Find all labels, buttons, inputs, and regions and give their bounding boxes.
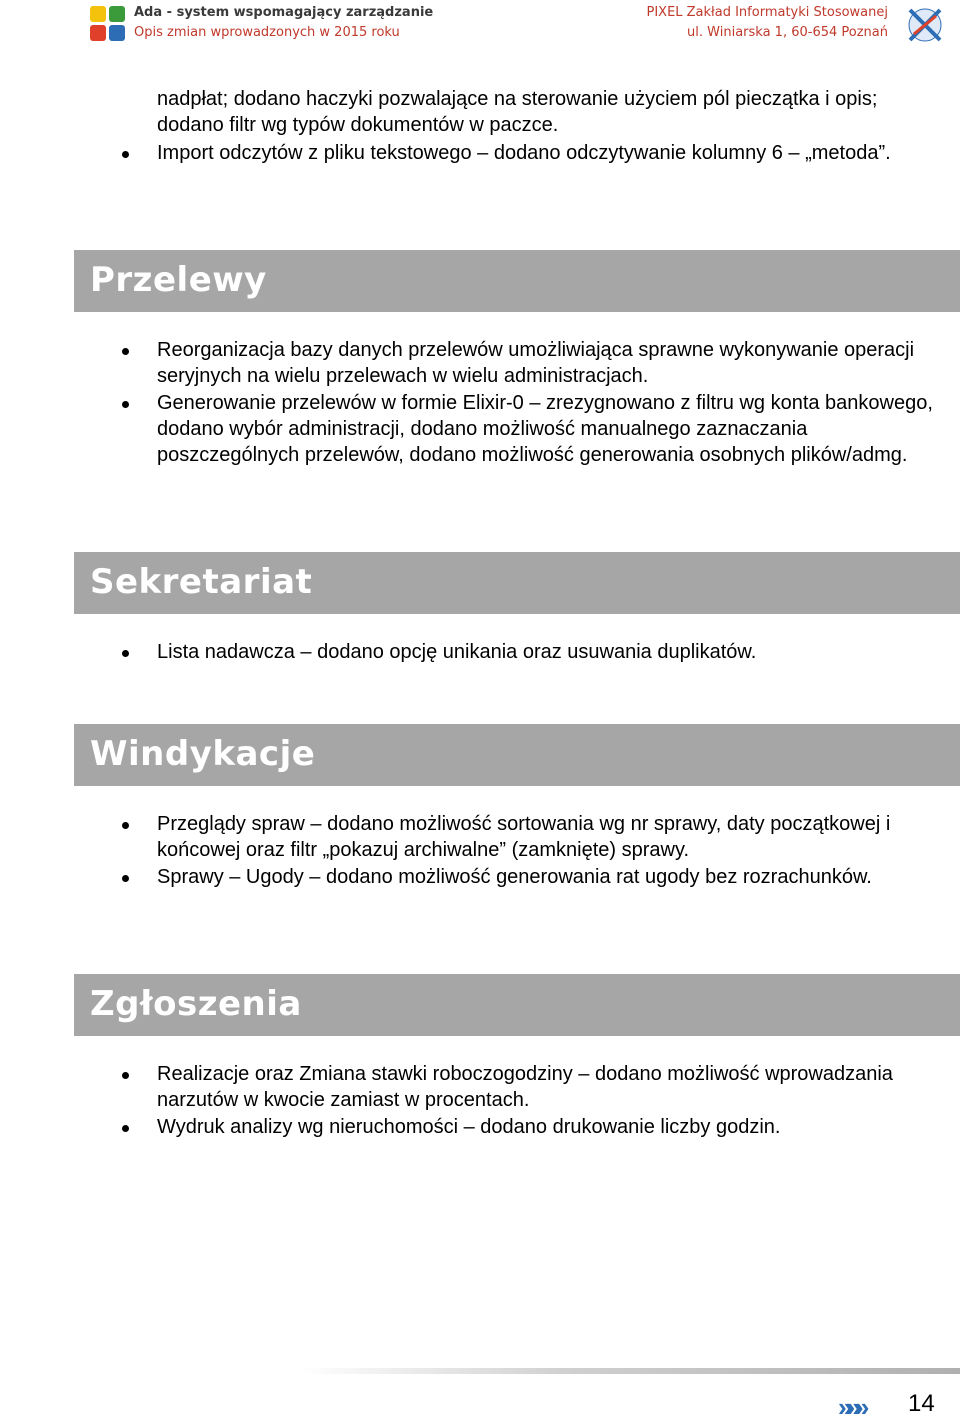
ada-logo-icon — [88, 4, 128, 44]
bullet-icon — [122, 875, 129, 882]
header-product-title: Ada - system wspomagający zarządzanie — [134, 5, 434, 20]
list-item: Import odczytów z pliku tekstowego – dodano odczytywanie kolumny 6 – „metoda”. — [157, 142, 891, 164]
list-item: Reorganizacja bazy danych przelewów umożliwiająca sprawne wykonywanie operacji seryjnych na wielu przelewach w wielu administracjach. — [157, 339, 915, 387]
header-company-address: ul. Winiarska 1, 60-654 Poznań — [687, 25, 888, 40]
bullet-icon — [122, 151, 129, 158]
footer-divider — [300, 1368, 960, 1374]
list-item: Wydruk analizy wg nieruchomości – dodano drukowanie liczby godzin. — [157, 1116, 781, 1138]
section-title: Przelewy — [90, 260, 267, 300]
pixel-logo-icon — [904, 4, 946, 46]
bullet-icon — [122, 401, 129, 408]
header-document-subtitle: Opis zmian wprowadzonych w 2015 roku — [134, 25, 400, 40]
section-heading-przelewy — [74, 250, 960, 312]
section-title: Windykacje — [90, 734, 316, 774]
list-item: Generowanie przelewów w formie Elixir-0 – zrezygnowano z filtru wg konta bankowego, dodano wybór administracji, dodano możliwość manualnego zaznaczania poszczególnych przelewów, dodano możliwość generowania osobnych plików/admg. — [157, 392, 933, 466]
bullet-icon — [122, 1072, 129, 1079]
header-left-text — [134, 3, 433, 43]
list-item: Przeglądy spraw – dodano możliwość sortowania wg nr sprawy, daty początkowej i końcowej oraz filtr „pokazuj archiwalne” (zamknięte) sprawy. — [157, 813, 891, 861]
bullet-icon — [122, 1125, 129, 1132]
section-title: Sekretariat — [90, 562, 313, 602]
page-number: 14 — [908, 1390, 935, 1417]
list-item: Sprawy – Ugody – dodano możliwość generowania rat ugody bez rozrachunków. — [157, 866, 872, 888]
section-heading-zgloszenia — [74, 974, 960, 1036]
section-heading-windykacje — [74, 724, 960, 786]
list-item: Lista nadawcza – dodano opcję unikania oraz usuwania duplikatów. — [157, 641, 757, 663]
bullet-icon — [122, 348, 129, 355]
list-item: Realizacje oraz Zmiana stawki roboczogodziny – dodano możliwość wprowadzania narzutów w kwocie zamiast w procentach. — [157, 1063, 893, 1111]
section-heading-sekretariat — [74, 552, 960, 614]
header-company-name: PIXEL Zakład Informatyki Stosowanej — [646, 5, 888, 20]
section-title: Zgłoszenia — [90, 984, 302, 1024]
bullet-icon — [122, 650, 129, 657]
header-right-text — [646, 3, 888, 43]
bullet-icon — [122, 822, 129, 829]
continued-paragraph: nadpłat; dodano haczyki pozwalające na sterowanie użyciem pól pieczątka i opis; dodano filtr wg typów dokumentów w paczce. — [157, 88, 878, 136]
page-header — [0, 0, 960, 48]
footer-arrows-icon: »»» — [838, 1392, 864, 1422]
